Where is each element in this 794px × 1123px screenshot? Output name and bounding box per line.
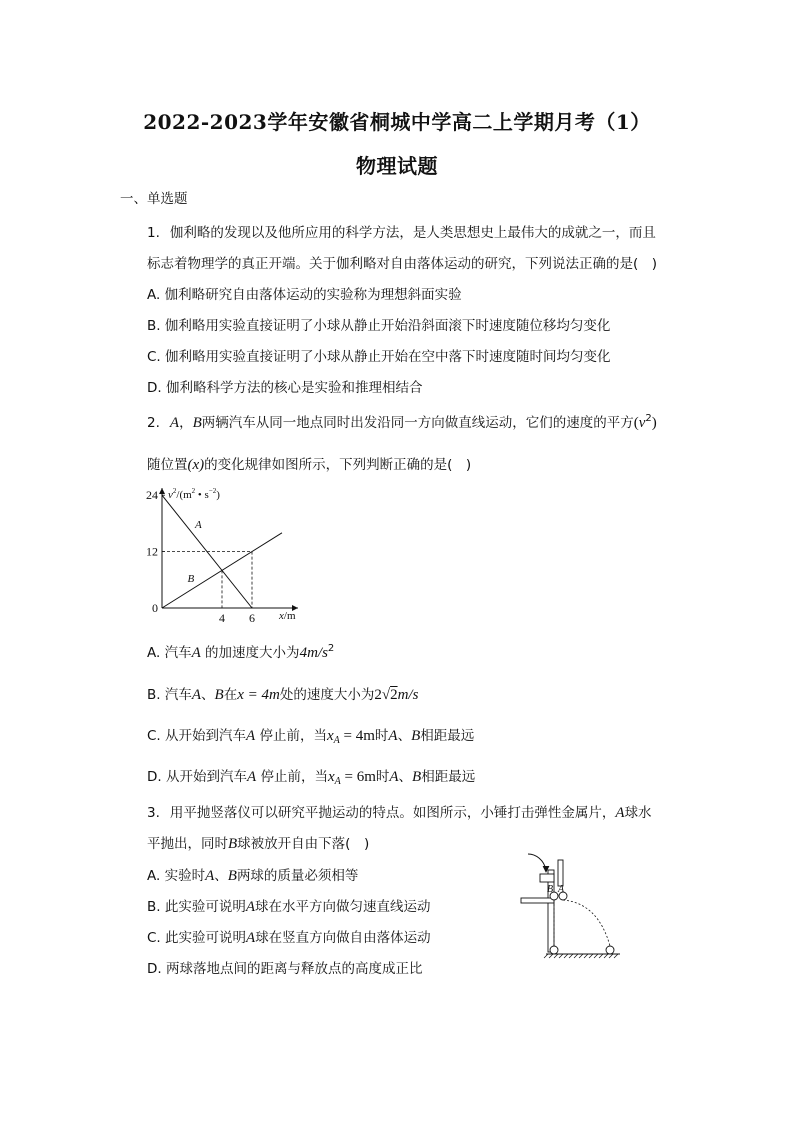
ball-a-landed [606, 946, 614, 954]
ground-hatch-mark [569, 954, 573, 958]
parabolic-path [563, 900, 610, 946]
ground-hatch-mark [594, 954, 598, 958]
question-3-stem-line2: 平抛出，同时B球被放开自由下落( ) [147, 836, 370, 852]
y-tick-label: 12 [146, 544, 158, 559]
ground-hatch-mark [544, 954, 548, 958]
ground-hatch-mark [589, 954, 593, 958]
question-1-option-b: B. 伽利略用实验直接证明了小球从静止开始沿斜面滚下时速度随位移均匀变化 [147, 318, 611, 334]
question-3-option-a: A. 实验时A、B两球的质量必须相等 [147, 868, 359, 884]
ground-hatch-mark [549, 954, 553, 958]
question-3-option-c: C. 此实验可说明A球在竖直方向做自由落体运动 [147, 930, 431, 946]
question-2-stem-line2: 随位置(x)的变化规律如图所示，下列判断正确的是( ) [147, 457, 472, 473]
x-tick-label: 4 [219, 611, 225, 625]
metal-plate [558, 860, 563, 886]
ground-hatch-mark [559, 954, 563, 958]
question-number: 3. [147, 805, 160, 821]
ground-hatch-mark [614, 954, 618, 958]
y-tick-label: 24 [146, 488, 158, 503]
base-shelf [521, 898, 554, 903]
ground-hatch-mark [604, 954, 608, 958]
question-3-stem-line1: 3. 用平抛竖落仪可以研究平抛运动的特点。如图所示，小锤打击弹性金属片，A球水 [147, 805, 652, 821]
ground-hatch-mark [609, 954, 613, 958]
question-1-stem-line2: 标志着物理学的真正开端。关于伽利略对自由落体运动的研究，下列说法正确的是( ) [147, 256, 658, 272]
ball-a-label: A [558, 884, 565, 895]
question-2-option-b: B. 汽车A、B在x = 4m处的速度大小为2√2m/s [147, 687, 419, 703]
x-axis-label: x/m [279, 610, 296, 622]
question-2-option-d: D. 从开始到汽车A 停止前，当$x_A = 6m$时A、B相距最远 [147, 769, 476, 787]
ground-hatch-mark [579, 954, 583, 958]
question-1-option-a: A. 伽利略研究自由落体运动的实验称为理想斜面实验 [147, 287, 462, 303]
x-tick-label: 6 [249, 611, 255, 625]
question-2-stem-line1: 2. A，B两辆汽车从同一地点同时出发沿同一方向做直线运动，它们的速度的平方$(v^2)$ [147, 413, 657, 431]
velocity-squared-chart [140, 480, 310, 625]
series-label-b: B [187, 573, 195, 586]
ground-hatch-mark [599, 954, 603, 958]
sqrt-sign: √ [381, 687, 391, 703]
question-2-option-a: A. 汽车A 的加速度大小为$4m/s^2$ [147, 643, 335, 661]
ball-b-label: B [547, 884, 554, 895]
page-subtitle: 物理试题 [356, 154, 438, 178]
question-2-option-c: C. 从开始到汽车A 停止前，当$x_A = 4m$时A、B相距最远 [147, 728, 475, 746]
ground-hatch-mark [574, 954, 578, 958]
ground-hatch-mark [554, 954, 558, 958]
question-1-option-c: C. 伽利略用实验直接证明了小球从静止开始在空中落下时速度随时间均匀变化 [147, 349, 611, 365]
ground-hatch [544, 954, 618, 958]
y-tick-label: 0 [152, 601, 158, 615]
hammer-arrow-icon [528, 854, 546, 870]
projectile-apparatus-figure [518, 848, 628, 960]
page-title: 2022-2023学年安徽省桐城中学高二上学期月考（1） [143, 110, 651, 134]
ball-b-landed [550, 946, 558, 954]
series-label-a: A [195, 519, 202, 532]
question-number: 2. [147, 415, 160, 431]
question-3-option-b: B. 此实验可说明A球在水平方向做匀速直线运动 [147, 899, 431, 915]
ground-hatch-mark [564, 954, 568, 958]
question-1-option-d: D. 伽利略科学方法的核心是实验和推理相结合 [147, 380, 423, 396]
hammer-head [540, 874, 554, 882]
svg-text:v2/(m2 • s−2): $v^2/(m^2$ • $s^{-2}$) [168, 487, 220, 501]
question-1-stem-line1: 1. 伽利略的发现以及他所应用的科学方法，是人类思想史上最伟大的成就之一，而且 [147, 225, 656, 241]
ground-hatch-mark [584, 954, 588, 958]
section-heading: 一、单选题 [120, 191, 188, 207]
question-3-option-d: D. 两球落地点间的距离与释放点的高度成正比 [147, 961, 423, 977]
y-axis-label [168, 487, 220, 501]
question-number: 1. [147, 225, 160, 241]
